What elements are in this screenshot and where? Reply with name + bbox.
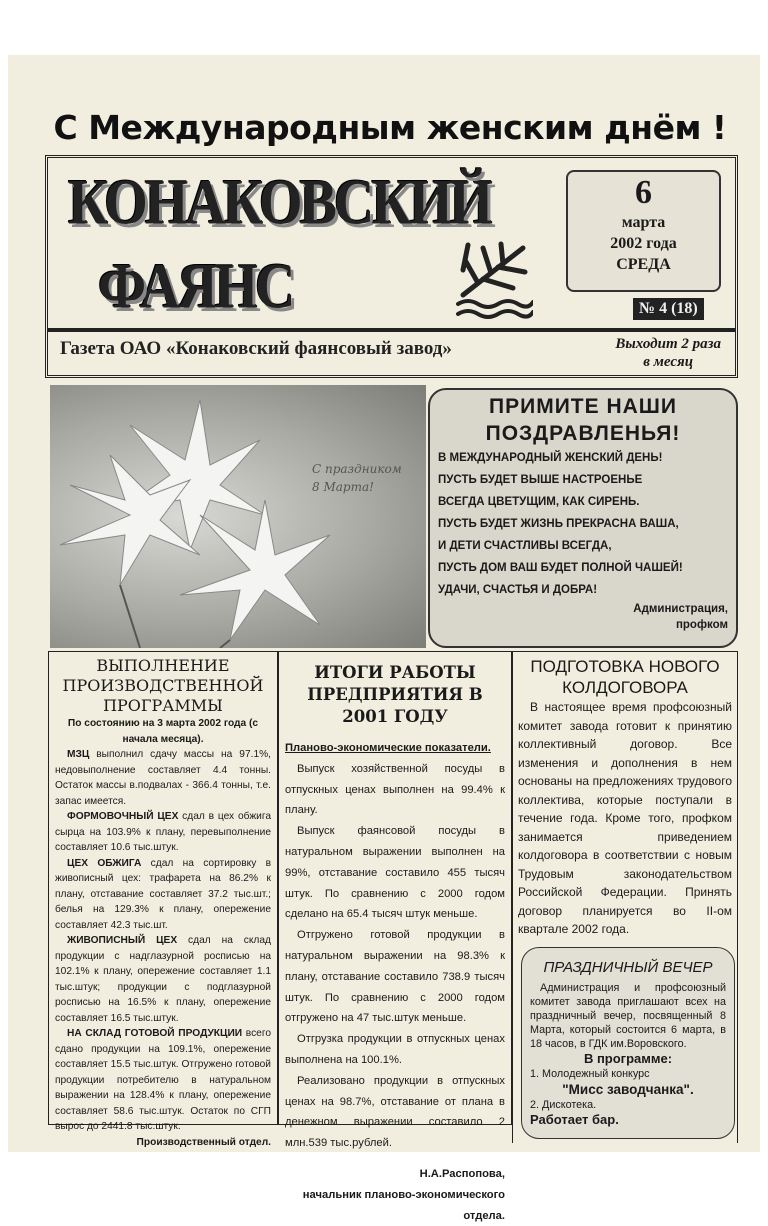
article-signature: Производственный отдел. — [136, 1136, 271, 1148]
results-paragraph: Отгрузка продукции в отпускных ценах выполнена на 100.1%. — [285, 1033, 505, 1066]
report-paragraph — [55, 933, 271, 1026]
card-inscription — [312, 460, 402, 496]
signature-line1: Администрация, — [633, 603, 728, 615]
newspaper-subtitle: Газета ОАО «Конаковский фаянсовый завод» — [60, 338, 452, 359]
issue-month: марта — [621, 214, 666, 231]
author-name: Н.А.Распопова, — [419, 1167, 505, 1180]
department-name: НА СКЛАД ГОТОВОЙ ПРОДУКЦИИ — [67, 1028, 243, 1039]
report-text: сдал в цех обжига сырца на 103.9% к плану, перевыполнение составляет 10.6 тыс.штук. — [55, 811, 271, 853]
program-item-1: 1. Молодежный конкурс — [530, 1067, 650, 1080]
report-paragraph — [55, 856, 271, 934]
greeting-line: ПУСТЬ БУДЕТ ВЫШЕ НАСТРОЕНЬЕ — [438, 474, 643, 486]
lilies-greeting-card-photo — [50, 385, 426, 648]
card-line1: С праздником — [312, 462, 402, 476]
greeting-signature — [438, 601, 728, 633]
lily-flowers-illustration — [50, 385, 426, 648]
holiday-headline: С Международным женским днём ! — [53, 108, 727, 147]
article-body — [285, 759, 505, 1154]
department-name: МЗЦ — [67, 749, 90, 760]
article-title: ИТОГИ РАБОТЫ ПРЕДПРИЯТИЯ В 2001 ГОДУ — [307, 663, 483, 726]
results-2001-article — [278, 651, 512, 1222]
greeting-box — [428, 388, 738, 648]
greeting-line: УДАЧИ, СЧАСТЬЯ И ДОБРА! — [438, 584, 598, 596]
greeting-title-line1: ПРИМИТЕ НАШИ — [489, 395, 677, 418]
greeting-line: ПУСТЬ БУДЕТ ЖИЗНЬ ПРЕКРАСНА ВАША, — [438, 518, 679, 530]
results-paragraph: Выпуск фаянсовой посуды в натуральном выражении выполнен на 99%, отставание составило 455 тысяч штук. По сравнению с 2000 годом сделано на 65.4 тысяч штук меньше. — [285, 825, 505, 921]
date-note: По состоянию на 3 марта 2002 года (с начала месяца). — [67, 718, 259, 745]
department-name: ФОРМОВОЧНЫЙ ЦЕХ — [67, 811, 179, 822]
collective-agreement-article — [512, 651, 738, 1143]
issue-year: 2002 года — [610, 235, 677, 252]
greeting-title — [438, 393, 728, 447]
department-name: ЦЕХ ОБЖИГА — [67, 857, 142, 869]
article-body — [55, 747, 271, 1135]
issue-weekday: СРЕДА — [616, 256, 671, 273]
report-text: выполнил сдачу массы на 97.1%, недовыполнение составляет 4.4 тонны. Остаток массы в.подвалах - 366.4 тонны, т.е. запас имеется. — [55, 749, 271, 807]
newspaper-title-line1: КОНАКОВСКИЙ — [68, 167, 491, 239]
greeting-line: В МЕЖДУНАРОДНЫЙ ЖЕНСКИЙ ДЕНЬ! — [438, 452, 663, 464]
greeting-line: ПУСТЬ ДОМ ВАШ БУДЕТ ПОЛНОЙ ЧАШЕЙ! — [438, 562, 683, 574]
results-paragraph: Выпуск хозяйственной посуды в отпускных ценах выполнен на 99.4% к плану. — [285, 762, 505, 817]
frequency-line1: Выходит 2 раза — [615, 336, 721, 352]
report-text: всего сдано продукции на 109.1%, опережение составляет 15.5 тыс.штук. Отгружено готовой продукции потребителю в натуральном выражении на 128.4% к плану, опережение составляет 58.6 тыс.штук. Остаток по СГП вырос до 2441.8 тыс.штук. — [55, 1028, 271, 1132]
results-paragraph: Реализовано продукции в отпускных ценах на 98.7%, отставание от плана в денежном выражении составило 2 млн.539 тыс.рублей. — [285, 1074, 505, 1150]
issue-number: № 4 (18) — [633, 298, 704, 320]
greeting-poem — [438, 447, 728, 601]
author-role: начальник планово-экономического отдела. — [302, 1188, 505, 1222]
contest-name: "Мисс заводчанка". — [562, 1081, 694, 1097]
program-item-2: 2. Дискотека. — [530, 1098, 597, 1111]
card-line2: 8 Марта! — [312, 480, 374, 494]
greeting-line: И ДЕТИ СЧАСТЛИВЫ ВСЕГДА, — [438, 540, 612, 552]
department-name: ЖИВОПИСНЫЙ ЦЕХ — [67, 935, 178, 946]
report-text: сдал на сортировку в живописный цех: трафарета на 86.2% к плану, отставание составляет 37.2 тыс.шт.; белья на 129.3% к плану, опережение составляет 42.3 тыс.шт. — [55, 857, 272, 931]
frequency-line2: в месяц — [643, 354, 694, 370]
program-label: В программе: — [583, 1050, 673, 1066]
report-paragraph — [55, 809, 271, 856]
production-program-article — [48, 651, 278, 1148]
bar-note: Работает бар. — [530, 1111, 619, 1127]
masthead — [45, 155, 738, 378]
results-paragraph: Отгружено готовой продукции в натуральном выражении на 98.3% к плану, отставание составило 738.9 тысяч штук. По сравнению с 2000 годом отгружено на 47 тыс.штук меньше. — [285, 929, 505, 1025]
article-body: В настоящее время профсоюзный комитет завода готовит к принятию коллективный договор. Все изменения и дополнения в нем основаны на предложениях трудового коллектива, которые поступали в течение года. Кроме того, профком занимается приведением колдоговора в соответствии с новым Трудовым законодательством Российской Федерации. Принять договор планируется во II-ом квартале 2002 года. — [518, 700, 732, 936]
signature-line2: профком — [675, 619, 728, 631]
publication-frequency — [615, 335, 721, 371]
report-text: сдал на склад продукции с надглазурной росписью на 102.1% к плану, опережение составляет 1.1 тыс.штук; продукции с подглазурной росписью на 16.5% к плану, опережение составляет 16.5 тыс.штук. — [55, 935, 271, 1024]
issue-day: 6 — [635, 174, 652, 211]
branch-waves-logo-icon — [453, 240, 533, 320]
date-bubble — [566, 170, 721, 292]
greeting-line: ВСЕГДА ЦВЕТУЩИМ, КАК СИРЕНЬ. — [438, 496, 640, 508]
report-paragraph — [55, 747, 271, 809]
masthead-divider — [48, 328, 735, 332]
holiday-evening-box — [521, 947, 735, 1139]
holiday-text: Администрация и профсоюзный комитет завода приглашают всех на праздничный вечер, посвященный 8 Марта, который состоится 6 марта, в 18 часов, в ГДК им.Воровского. — [530, 981, 726, 1050]
section-heading: Планово-экономические показатели. — [285, 742, 491, 754]
holiday-title: ПРАЗДНИЧНЫЙ ВЕЧЕР — [543, 958, 713, 976]
report-paragraph — [55, 1026, 271, 1135]
article-title: ВЫПОЛНЕНИЕ ПРОИЗВОДСТВЕННОЙ ПРОГРАММЫ — [62, 656, 264, 715]
newspaper-title-line2: ФАЯНС — [98, 251, 293, 323]
article-title: ПОДГОТОВКА НОВОГО КОЛДОГОВОРА — [530, 657, 720, 697]
greeting-title-line2: ПОЗДРАВЛЕНЬЯ! — [485, 422, 681, 445]
